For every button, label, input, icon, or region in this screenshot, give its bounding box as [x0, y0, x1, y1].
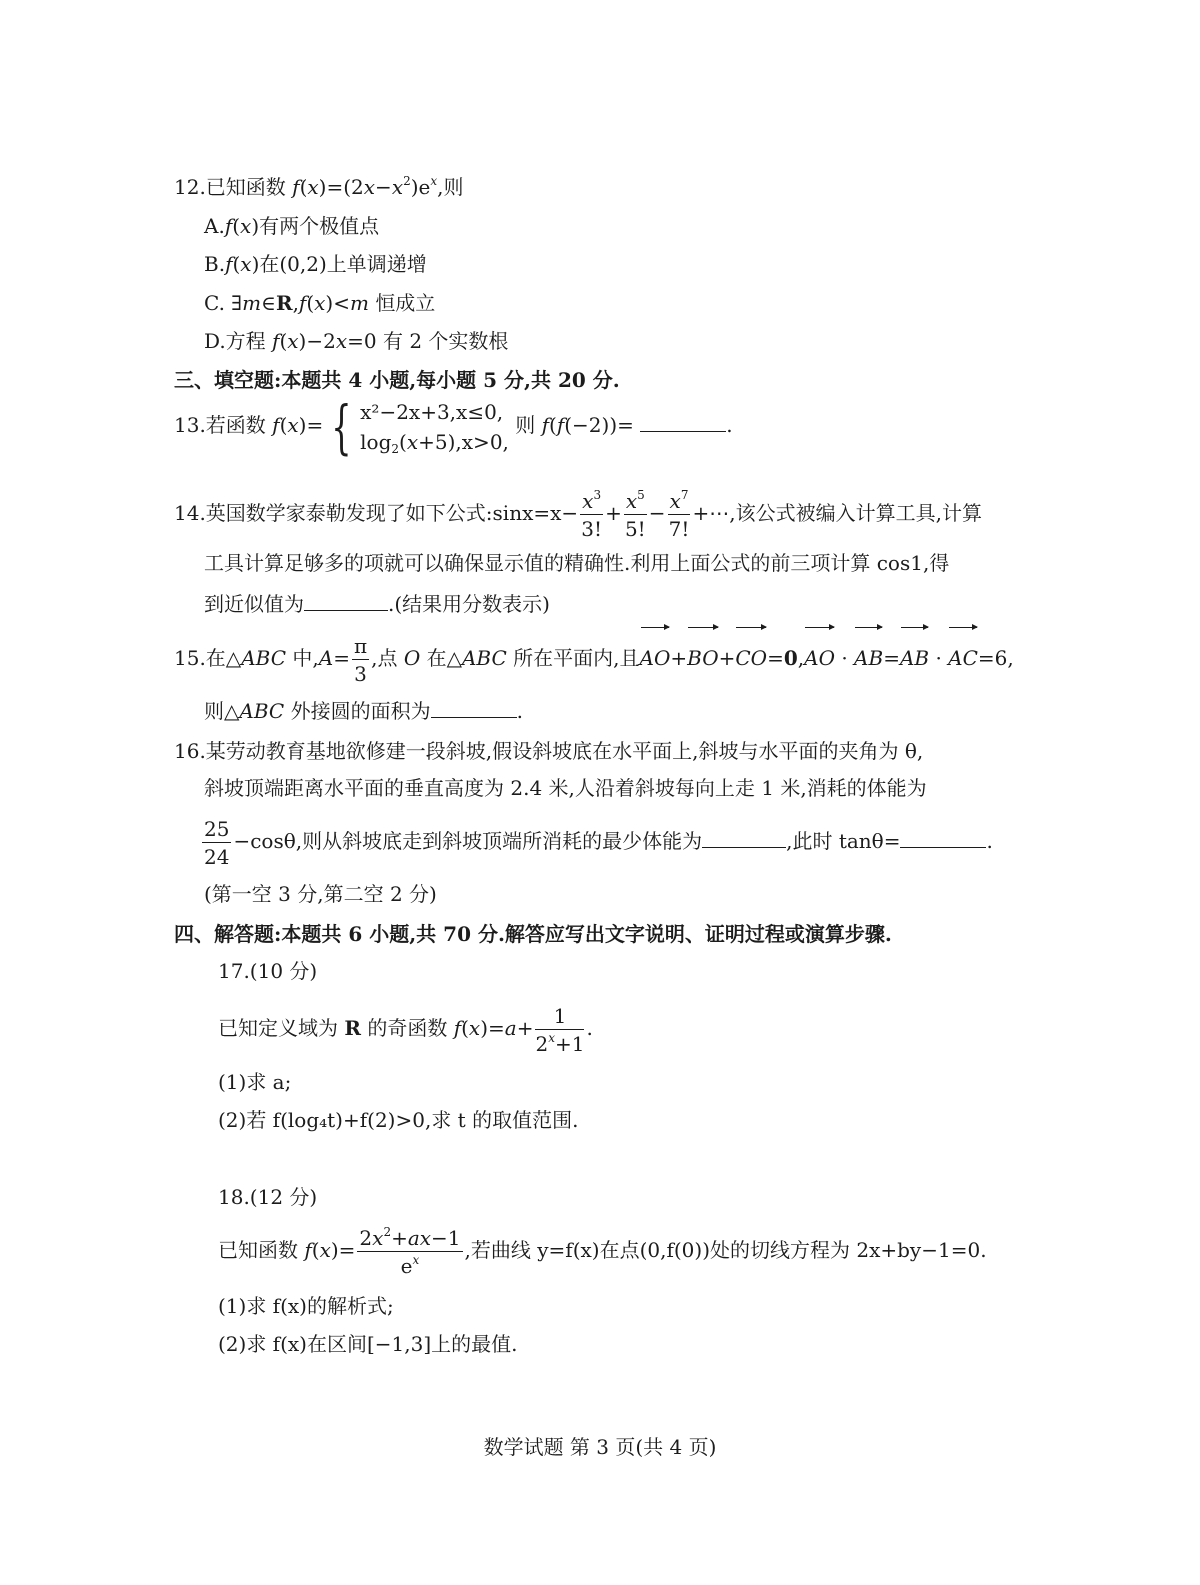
q15-line2: 则△ABC 外接圆的面积为 . — [204, 699, 523, 723]
q12-option-a-text: 有两个极值点 — [259, 214, 380, 238]
q13-case2-suffix: ,x>0, — [455, 429, 509, 454]
q18-stem-pre: 已知函数 — [218, 1238, 305, 1262]
page-footer: 数学试题 第 3 页(共 4 页) — [483, 1435, 717, 1459]
q14-line3-post: .(结果用分数表示) — [388, 592, 550, 616]
q12-stem-suffix: ,则 — [437, 175, 464, 199]
q17-frac: $\frac{1}{2^x+1}$ — [535, 1003, 585, 1056]
q16-line1: 16.某劳动教育基地欲修建一段斜坡,假设斜坡底在水平面上,斜坡与水平面的夹角为 θ, — [174, 739, 924, 763]
q14-line3-pre: 到近似值为 — [204, 592, 304, 616]
q13-cases — [360, 397, 509, 457]
q12-stem-prefix: 12.已知函数 — [174, 175, 293, 199]
q16-answer-blank-1 — [702, 829, 786, 848]
q15-line2-pre: 则△ — [204, 699, 240, 723]
section3-heading: 三、填空题:本题共 4 小题,每小题 5 分,共 20 分. — [174, 368, 620, 392]
q16-line3-mid: −cosθ,则从斜坡底走到斜坡顶端所消耗的最少体能为 — [233, 829, 703, 853]
q12-option-b: B.f(x)在(0,2)上单调递增 — [204, 252, 427, 276]
q12-option-c-text: 恒成立 — [375, 291, 436, 315]
q17-label: 17.(10 分) — [218, 959, 318, 983]
q13-answer-blank — [640, 413, 726, 432]
q15-line2-mid: 外接圆的面积为 — [284, 699, 431, 723]
q13-case2: $\log_2(x+5),x>0$, — [360, 429, 509, 456]
section4-heading: 四、解答题:本题共 6 小题,共 70 分.解答应写出文字说明、证明过程或演算步骤. — [174, 922, 892, 946]
q13-stem: 13.若函数 f(x)= { x²−2x+3,x≤0, $\log_2(x+5),x>0$, 则 f(f(−2))= . — [174, 392, 733, 461]
q17-part1: (1)求 a; — [218, 1070, 292, 1094]
q14-suffix: +⋯,该公式被编入计算工具,计算 — [692, 501, 982, 525]
q14-line3 — [204, 590, 550, 618]
q16-line3-mid2: ,此时 tanθ= — [786, 829, 901, 853]
q14-stem: 14.英国数学家泰勒发现了如下公式:sinx=x− $\frac{x^3}{3!}$ + $\frac{x^5}{5!}$ − $\frac{x^7}{7!}$ +⋯,该公式被编入计算工具,计算 — [174, 487, 982, 541]
q16-line3: $\frac{25}{24}$ −cosθ,则从斜坡底走到斜坡顶端所消耗的最少体能为 ,此时 tanθ= . — [204, 816, 993, 869]
q12-option-a: A.f(x)有两个极值点 — [204, 214, 380, 238]
q15-answer-blank — [431, 699, 517, 718]
q14-line2: 工具计算足够多的项就可以确保显示值的精确性.利用上面公式的前三项计算 cos1,得 — [204, 551, 950, 575]
q14-frac3: $\frac{x^7}{7!}$ — [668, 487, 690, 541]
q18-stem-post: ,若曲线 y=f(x)在点(0,f(0))处的切线方程为 2x+by−1=0. — [464, 1238, 987, 1262]
q14-frac1: $\frac{x^3}{3!}$ — [581, 487, 603, 541]
q18-part2: (2)求 f(x)在区间[−1,3]上的最值. — [218, 1332, 518, 1356]
q16-answer-blank-2 — [900, 829, 986, 848]
q12-option-d: D.方程 f(x)−2x=0 有 2 个实数根 — [204, 329, 509, 353]
q14-answer-blank — [304, 592, 388, 611]
q14-frac2: $\frac{x^5}{5!}$ — [624, 487, 646, 541]
q12-option-b-text: 在(0,2)上单调递增 — [259, 252, 427, 276]
q17-stem-mid: 的奇函数 — [360, 1016, 454, 1040]
q16-line4: (第一空 3 分,第二空 2 分) — [204, 882, 437, 906]
q16-frac: $\frac{25}{24}$ — [204, 816, 230, 869]
q18-stem: 已知函数 f(x)= $\frac{2x^2+ax-1}{e^x}$ ,若曲线 y=f(x)在点(0,f(0))处的切线方程为 2x+by−1=0. — [218, 1224, 987, 1278]
q15-frac: $\frac{\pi}{3}$ — [353, 633, 368, 686]
q12-stem: 12.已知函数 $f(x)=(2x-x^2)e^x$,则 — [174, 174, 464, 199]
q18-frac: $\frac{2x^2+ax-1}{e^x}$ — [359, 1224, 461, 1278]
q15-prefix: 15.在△ — [174, 646, 242, 670]
q12-option-d-text: 有 2 个实数根 — [382, 329, 509, 353]
q13-case1: x²−2x+3,x≤0, — [360, 399, 504, 424]
q13-prefix: 13.若函数 — [174, 413, 273, 437]
q18-part1: (1)求 f(x)的解析式; — [218, 1294, 394, 1318]
q17-stem: 已知定义域为 R 的奇函数 f(x)=a+ $\frac{1}{2^x+1}$ . — [218, 1003, 593, 1056]
q12-option-c: C. ∃m∈R,f(x)<m 恒成立 — [204, 291, 436, 315]
q17-stem-bold: R — [344, 1016, 361, 1040]
q13-then: 则 — [515, 413, 542, 437]
q13-brace: { — [331, 392, 352, 461]
q15-stem: 15.在△ABC 中,A= $\frac{\pi}{3}$ ,点 O 在△ABC 所在平面内,且AO+BO+CO=0,AO · AB=AB · AC=6, — [174, 630, 1014, 686]
q18-label: 18.(12 分) — [218, 1185, 318, 1209]
q16-line2: 斜坡顶端距离水平面的垂直高度为 2.4 米,人沿着斜坡每向上走 1 米,消耗的体能为 — [204, 776, 927, 800]
q17-stem-pre: 已知定义域为 — [218, 1016, 345, 1040]
q14-prefix: 14.英国数学家泰勒发现了如下公式:sinx=x− — [174, 501, 579, 525]
q17-part2: (2)若 f(log₄t)+f(2)>0,求 t 的取值范围. — [218, 1108, 579, 1132]
